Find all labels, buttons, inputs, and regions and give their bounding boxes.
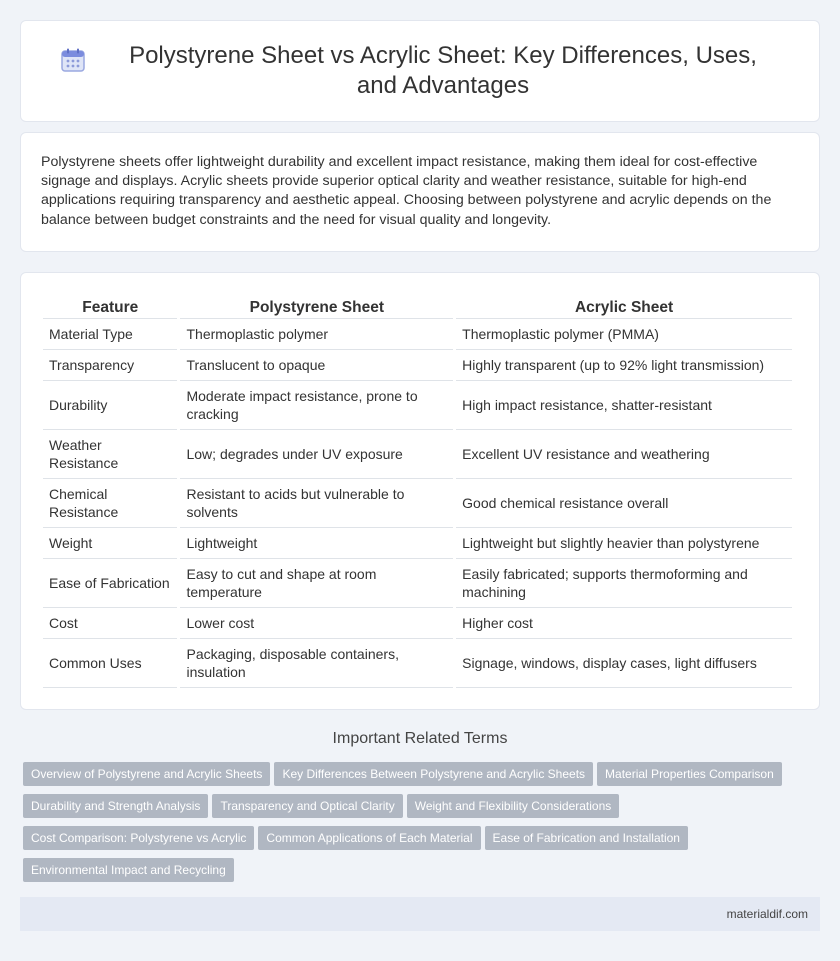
comparison-table-card [20,272,820,710]
acrylic-cell: High impact resistance, shatter-resistant [456,381,792,430]
intro-paragraph: Polystyrene sheets offer lightweight durability and excellent impact resistance, making them ideal for cost-effective signage and displays. Acrylic sheets provide superior optical clarity and weather resistance, suitable for high-end applications requiring transparency and aesthetic appeal. Choosing between polystyrene and acrylic depends on the balance between budget constraints and the need for visual quality and longevity. [41,154,772,228]
feature-cell: Weight [43,528,177,559]
related-tag[interactable]: Transparency and Optical Clarity [212,794,402,818]
related-tag[interactable]: Cost Comparison: Polystyrene vs Acrylic [23,826,254,850]
title-wrap [60,41,780,101]
polystyrene-cell: Translucent to opaque [180,350,453,381]
related-tag[interactable]: Common Applications of Each Material [258,826,480,850]
table-header-row [43,291,792,319]
feature-cell: Common Uses [43,639,177,688]
acrylic-cell: Signage, windows, display cases, light diffusers [456,639,792,688]
table-row [43,350,792,381]
related-terms-heading: Important Related Terms [332,730,508,747]
polystyrene-cell: Low; degrades under UV exposure [180,430,453,479]
acrylic-cell: Thermoplastic polymer (PMMA) [456,319,792,350]
calendar-icon [60,47,86,73]
feature-cell: Ease of Fabrication [43,559,177,608]
header-acrylic: Acrylic Sheet [456,291,792,319]
header-card [20,20,820,122]
feature-cell: Durability [43,381,177,430]
related-tag[interactable]: Durability and Strength Analysis [23,794,208,818]
feature-cell: Material Type [43,319,177,350]
related-tag[interactable]: Overview of Polystyrene and Acrylic Sheets [23,762,270,786]
related-tag[interactable]: Key Differences Between Polystyrene and Acrylic Sheets [274,762,593,786]
footer [20,897,820,931]
header-feature: Feature [43,291,177,319]
table-row [43,381,792,430]
polystyrene-cell: Thermoplastic polymer [180,319,453,350]
comparison-table [40,291,795,688]
acrylic-cell: Lightweight but slightly heavier than polystyrene [456,528,792,559]
table-row [43,319,792,350]
table-row [43,639,792,688]
table-row [43,479,792,528]
polystyrene-cell: Packaging, disposable containers, insulation [180,639,453,688]
intro-card [20,132,820,252]
related-tag[interactable]: Weight and Flexibility Considerations [407,794,620,818]
acrylic-cell: Higher cost [456,608,792,639]
polystyrene-cell: Easy to cut and shape at room temperature [180,559,453,608]
polystyrene-cell: Moderate impact resistance, prone to cracking [180,381,453,430]
related-terms-tags [23,762,813,890]
table-row [43,608,792,639]
feature-cell: Chemical Resistance [43,479,177,528]
table-row [43,528,792,559]
polystyrene-cell: Lower cost [180,608,453,639]
table-row [43,559,792,608]
related-tag[interactable]: Material Properties Comparison [597,762,782,786]
acrylic-cell: Easily fabricated; supports thermoforming and machining [456,559,792,608]
related-tag[interactable]: Environmental Impact and Recycling [23,858,234,882]
acrylic-cell: Highly transparent (up to 92% light transmission) [456,350,792,381]
feature-cell: Weather Resistance [43,430,177,479]
footer-site-link[interactable]: materialdif.com [726,907,808,921]
feature-cell: Transparency [43,350,177,381]
polystyrene-cell: Resistant to acids but vulnerable to solvents [180,479,453,528]
header-polystyrene: Polystyrene Sheet [180,291,453,319]
page-title: Polystyrene Sheet vs Acrylic Sheet: Key Differences, Uses, and Advantages [129,42,757,99]
related-tag[interactable]: Ease of Fabrication and Installation [485,826,688,850]
polystyrene-cell: Lightweight [180,528,453,559]
feature-cell: Cost [43,608,177,639]
table-row [43,430,792,479]
acrylic-cell: Good chemical resistance overall [456,479,792,528]
acrylic-cell: Excellent UV resistance and weathering [456,430,792,479]
